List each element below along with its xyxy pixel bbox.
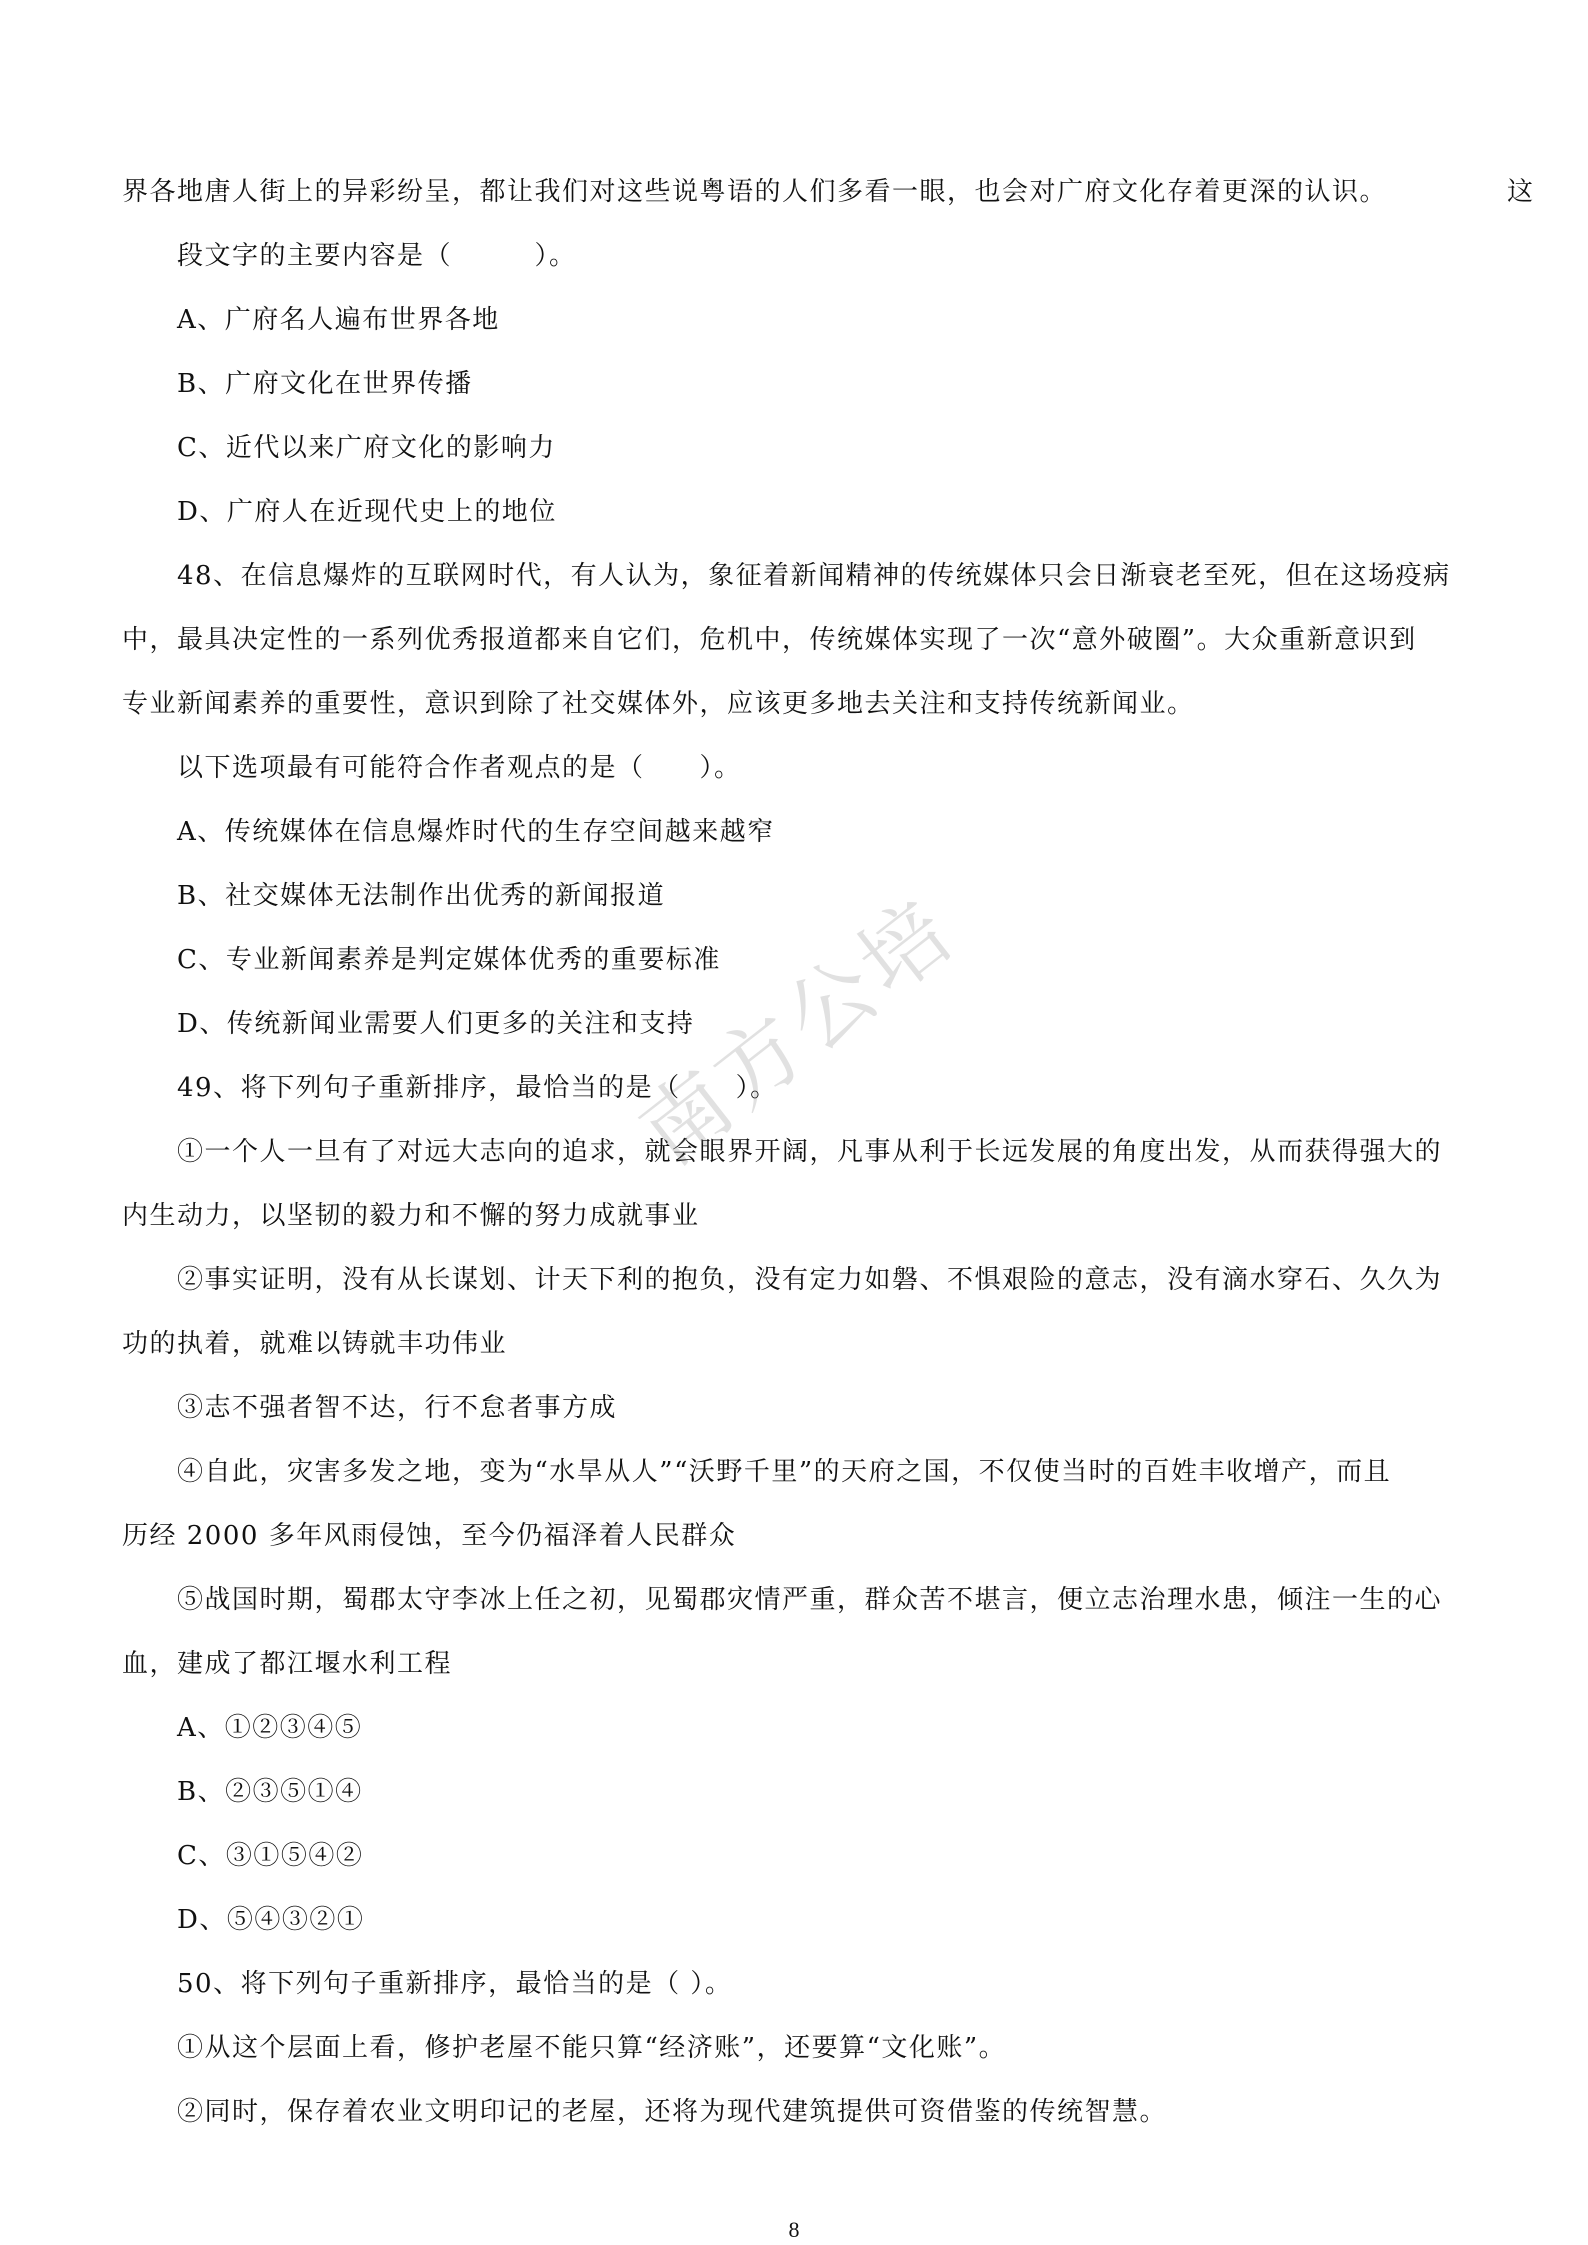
q49-sentence-3: ③志不强者智不达，行不怠者事方成 (177, 1393, 618, 1423)
intro-option-d: D、广府人在近现代史上的地位 (177, 497, 557, 527)
q49-sentence-1b: 内生动力，以坚韧的毅力和不懈的努力成就事业 (122, 1201, 700, 1231)
q50-sentence-1: ①从这个层面上看，修护老屋不能只算“经济账”，还要算“文化账”。 (177, 2033, 1007, 2063)
q49-option-c: C、③①⑤④② (177, 1841, 364, 1871)
q48-line-1: 48、在信息爆炸的互联网时代，有人认为，象征着新闻精神的传统媒体只会日渐衰老至死，但在这场疫病 (177, 561, 1451, 591)
q48-option-c: C、专业新闻素养是判定媒体优秀的重要标准 (177, 945, 721, 975)
q49-option-b: B、②③⑤①④ (177, 1777, 363, 1807)
q48-prompt: 以下选项最有可能符合作者观点的是（ ）。 (177, 753, 742, 783)
q48-line-3: 专业新闻素养的重要性，意识到除了社交媒体外，应该更多地去关注和支持传统新闻业。 (122, 689, 1195, 719)
q49-sentence-2a: ②事实证明，没有从长谋划、计天下利的抱负，没有定力如磐、不惧艰险的意志，没有滴水穿石、久久为 (177, 1265, 1443, 1295)
q48-option-a: A、传统媒体在信息爆炸时代的生存空间越来越窄 (177, 817, 775, 847)
intro-line-1 (122, 174, 1535, 210)
intro-option-b: B、广府文化在世界传播 (177, 369, 473, 399)
intro-option-c: C、近代以来广府文化的影响力 (177, 433, 556, 463)
q50-sentence-2: ②同时，保存着农业文明印记的老屋，还将为现代建筑提供可资借鉴的传统智慧。 (177, 2097, 1168, 2127)
intro-option-a: A、广府名人遍布世界各地 (177, 305, 500, 335)
watermark: 南方公培 (622, 879, 974, 1185)
q49-sentence-5b: 血，建成了都江堰水利工程 (122, 1649, 453, 1679)
q48-option-b: B、社交媒体无法制作出优秀的新闻报道 (177, 881, 666, 911)
q49-sentence-2b: 功的执着，就难以铸就丰功伟业 (122, 1329, 508, 1359)
q49-sentence-4b: 历经 2000 多年风雨侵蚀，至今仍福泽着人民群众 (122, 1521, 737, 1551)
q48-line-2: 中，最具决定性的一系列优秀报道都来自它们，危机中，传统媒体实现了一次“意外破圈”。大众重新意识到 (122, 625, 1417, 655)
q49-option-d: D、⑤④③②① (177, 1905, 365, 1935)
q50-stem: 50、将下列句子重新排序，最恰当的是（ ）。 (177, 1969, 733, 1999)
page-number: 8 (788, 2217, 800, 2242)
q49-stem: 49、将下列句子重新排序，最恰当的是（ ）。 (177, 1073, 778, 1103)
intro-line-1-text: 界各地唐人街上的异彩纷呈，都让我们对这些说粤语的人们多看一眼，也会对广府文化存着更深的认识。 (122, 177, 1388, 207)
q48-option-d: D、传统新闻业需要人们更多的关注和支持 (177, 1009, 695, 1039)
q49-option-a: A、①②③④⑤ (177, 1713, 363, 1743)
intro-question-line: 段文字的主要内容是（ ）。 (177, 241, 577, 271)
q49-sentence-1a: ①一个人一旦有了对远大志向的追求，就会眼界开阔，凡事从利于长远发展的角度出发，从而获得强大的 (177, 1137, 1443, 1167)
intro-line-1-tail: 这 (1507, 177, 1535, 207)
q49-sentence-4a: ④自此，灾害多发之地，变为“水旱从人”“沃野千里”的天府之国，不仅使当时的百姓丰收增产，而且 (177, 1457, 1392, 1487)
q49-sentence-5a: ⑤战国时期，蜀郡太守李冰上任之初，见蜀郡灾情严重，群众苦不堪言，便立志治理水患，倾注一生的心 (177, 1585, 1443, 1615)
